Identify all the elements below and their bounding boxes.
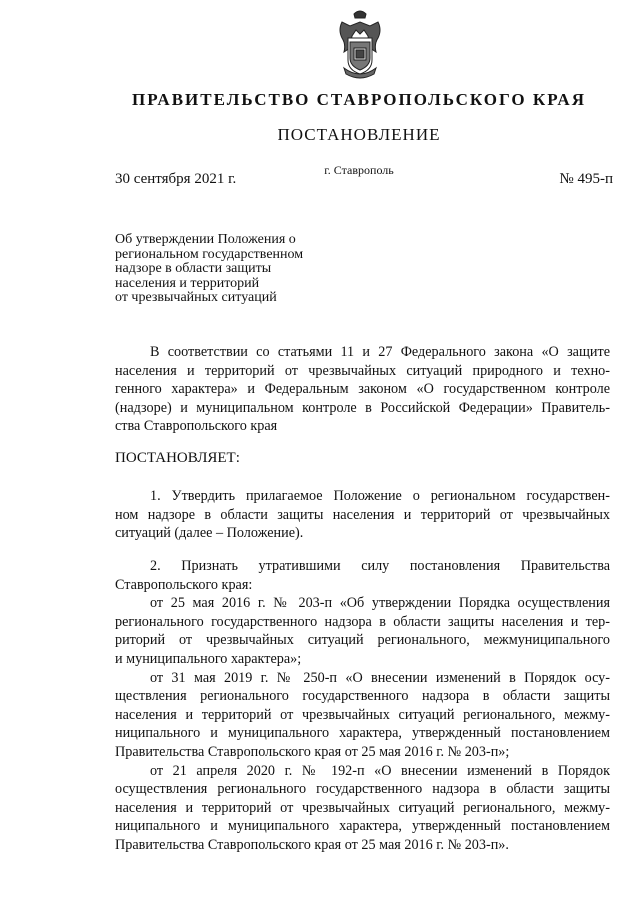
text-line: от 31 мая 2019 г. № 250-п «О внесении изменений в Порядок осу- <box>150 669 610 686</box>
subject-line: от чрезвычайных ситуаций <box>115 290 277 305</box>
coat-of-arms-icon <box>334 8 386 82</box>
text-line: 2. Признать утратившими силу постановления Правительства <box>150 558 610 574</box>
resolves-heading: ПОСТАНОВЛЯЕТ: <box>115 450 240 466</box>
text-line: Ставропольского края: <box>115 576 253 593</box>
text-line: ществления регионального государственного надзора в области защиты <box>115 688 610 705</box>
city: г. Ставрополь <box>324 163 394 177</box>
text-line: регионального государственного надзора в области защиты населения и тер- <box>115 613 610 630</box>
subject-line: населения и территорий <box>115 275 260 291</box>
text-line: ниципального и муниципального характера, утвержденный постановлением <box>115 818 610 835</box>
text-line: от 25 мая 2016 г. № 203-п «Об утверждении Порядка осуществления <box>150 595 610 612</box>
text-line: от 21 апреля 2020 г. № 192-п «О внесении изменений в Порядок <box>150 762 610 779</box>
text-line: генного характера» и Федеральным законом «О государственном контроле <box>115 381 610 398</box>
government-title: ПРАВИТЕЛЬСТВО СТАВРОПОЛЬСКОГО КРАЯ <box>132 90 586 109</box>
text-line: населения и территорий от чрезвычайных ситуаций регионального, межму- <box>115 799 610 816</box>
subject-line: Об утверждении Положения о <box>115 232 296 247</box>
subject-line: надзоре в области защиты <box>115 261 272 276</box>
text-line: ном надзоре в области защиты населения и территорий от чрезвычайных <box>115 506 610 523</box>
text-line: В соответствии со статьями 11 и 27 Федерального закона «О защите <box>150 344 610 360</box>
document-type: ПОСТАНОВЛЕНИЕ <box>277 125 441 144</box>
document-subject <box>115 233 345 306</box>
text-line: осуществления регионального государственного надзора в области защиты <box>115 781 610 798</box>
text-line: 1. Утвердить прилагаемое Положение о региональном государствен- <box>150 488 610 504</box>
text-line: (надзоре) и муниципальном контроле в Российской Федерации» Правитель- <box>115 399 610 416</box>
text-line: ства Ставропольского края <box>115 418 278 435</box>
text-line: Правительства Ставропольского края от 25 мая 2016 г. № 203-п». <box>115 836 509 853</box>
text-line: риторий от чрезвычайных ситуаций регионального, межмуниципального <box>115 632 610 649</box>
item-2-paragraph <box>115 557 610 855</box>
preamble-paragraph <box>115 343 610 436</box>
text-line: ситуаций (далее – Положение). <box>115 525 304 542</box>
text-line: ниципального и муниципального характера, утвержденный постановлением <box>115 725 610 742</box>
text-line: Правительства Ставропольского края от 25 мая 2016 г. № 203-п»; <box>115 743 510 760</box>
text-line: населения и территорий от чрезвычайных ситуаций природного и техно- <box>115 362 610 379</box>
document-number: № 495-п <box>559 171 613 187</box>
text-line: и муниципального характера»; <box>115 650 302 667</box>
document-date: 30 сентября 2021 г. <box>115 171 237 187</box>
subject-line: региональном государственном <box>115 246 304 262</box>
item-1-paragraph <box>115 487 610 543</box>
text-line: населения и территорий от чрезвычайных ситуаций регионального, межму- <box>115 706 610 723</box>
